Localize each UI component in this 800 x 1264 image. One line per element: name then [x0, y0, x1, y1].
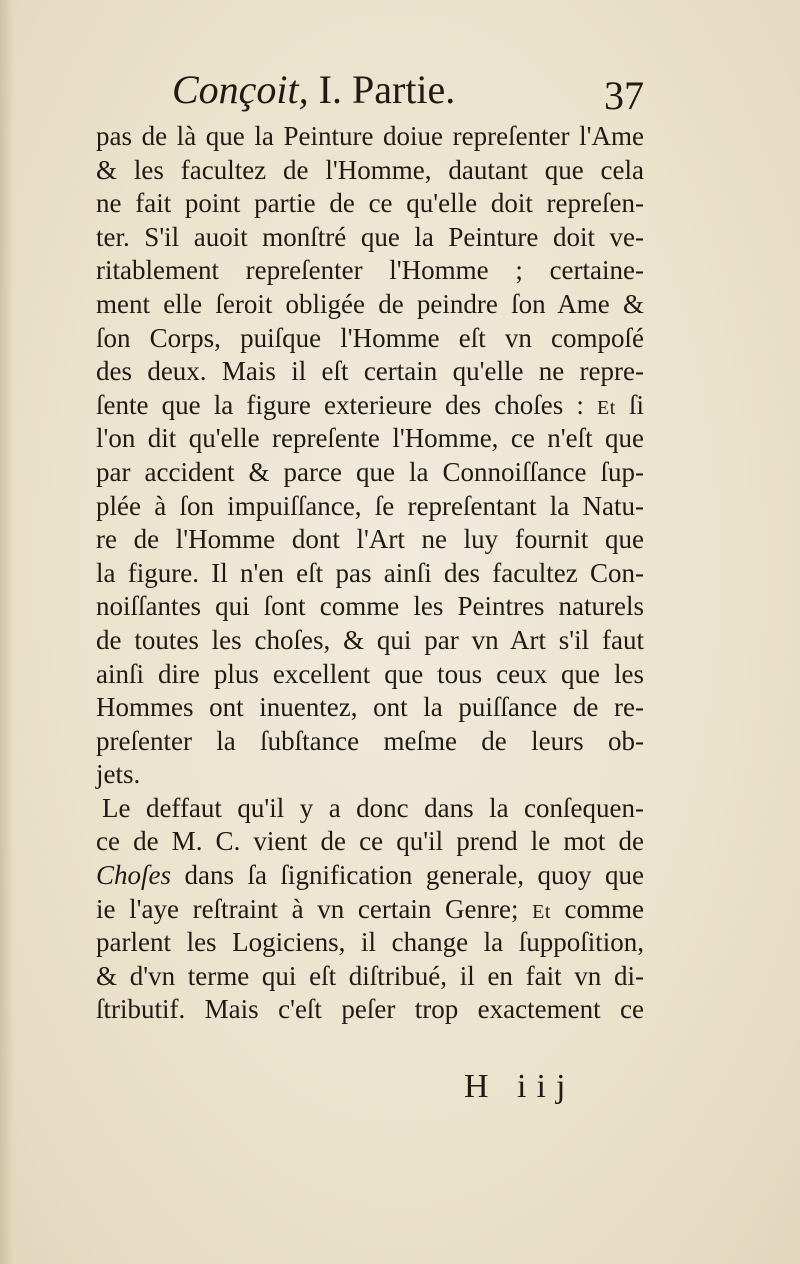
text-line: re de l'Homme dont l'Art ne luy fournit que	[96, 524, 644, 555]
paragraph-2	[96, 792, 644, 1027]
text-segment: ſente que la figure exterieure des choſes :	[96, 389, 584, 420]
text-line: l'on dit qu'elle repreſente l'Homme, ce n'eſt que	[96, 423, 644, 454]
text-line: ter. S'il auoit monſtré que la Peinture doit ve-	[96, 221, 644, 252]
text-line: ritablement repreſenter l'Homme ; certaine-	[96, 255, 644, 286]
small-caps-word: Et	[597, 396, 616, 419]
paragraph-1	[96, 120, 644, 792]
page-number: 37	[604, 73, 644, 118]
small-caps-word: Et	[532, 900, 551, 923]
page-edge-shadow	[0, 0, 14, 1264]
italic-word: Choſes	[96, 860, 172, 891]
running-title	[172, 66, 455, 113]
running-title-italic: Conçoit,	[172, 67, 309, 112]
text-line: parlent les Logiciens, il change la ſuppoſition,	[96, 927, 644, 958]
text-line: jets.	[96, 759, 141, 790]
text-line: par accident & parce que la Connoiſſance ſup-	[96, 456, 644, 487]
text-line: ment elle ſeroit obligée de peindre ſon Ame &	[96, 288, 644, 319]
running-title-roman: I. Partie.	[318, 67, 456, 112]
body-text	[96, 120, 644, 1027]
text-line: preſenter la ſubſtance meſme de leurs ob-	[96, 725, 644, 756]
text-line	[96, 893, 644, 927]
text-line: noiſſantes qui ſont comme les Peintres naturels	[96, 591, 644, 622]
text-line	[96, 859, 644, 893]
text-line: ſtributif. Mais c'eſt peſer trop exactement ce	[96, 994, 644, 1025]
text-segment: dans ſa ſignification generale, quoy que	[184, 860, 645, 891]
signature-mark: H iij	[464, 1068, 576, 1105]
text-line: de toutes les choſes, & qui par vn Art s'il faut	[96, 624, 644, 655]
text-line: ne fait point partie de ce qu'elle doit repreſen-	[96, 188, 644, 219]
text-line: Hommes ont inuentez, ont la puiſſance de re-	[96, 692, 644, 723]
text-segment: comme	[564, 893, 645, 924]
text-line: des deux. Mais il eſt certain qu'elle ne repre-	[96, 356, 644, 387]
text-segment: ie l'aye reſtraint à vn certain Genre;	[96, 893, 519, 924]
text-line: la figure. Il n'en eſt pas ainſi des facultez Con-	[96, 557, 644, 588]
text-line: ainſi dire plus excellent que tous ceux que les	[96, 658, 644, 689]
text-segment: ſi	[628, 389, 644, 420]
text-line: pas de là que la Peinture doiue repreſenter l'Ame	[96, 121, 644, 151]
text-line: & d'vn terme qui eſt diſtribué, il en fait vn di-	[96, 960, 644, 991]
text-line	[96, 389, 644, 423]
text-line: & les facultez de l'Homme, dautant que cela	[96, 154, 644, 185]
text-line: Le deffaut qu'il y a donc dans la conſequen-	[102, 792, 644, 823]
page-header	[0, 62, 800, 122]
text-line: plée à ſon impuiſſance, ſe repreſentant la Natu-	[96, 490, 644, 521]
text-line: ce de M. C. vient de ce qu'il prend le mot de	[96, 826, 644, 857]
text-line: ſon Corps, puiſque l'Homme eſt vn compoſé	[96, 322, 644, 353]
